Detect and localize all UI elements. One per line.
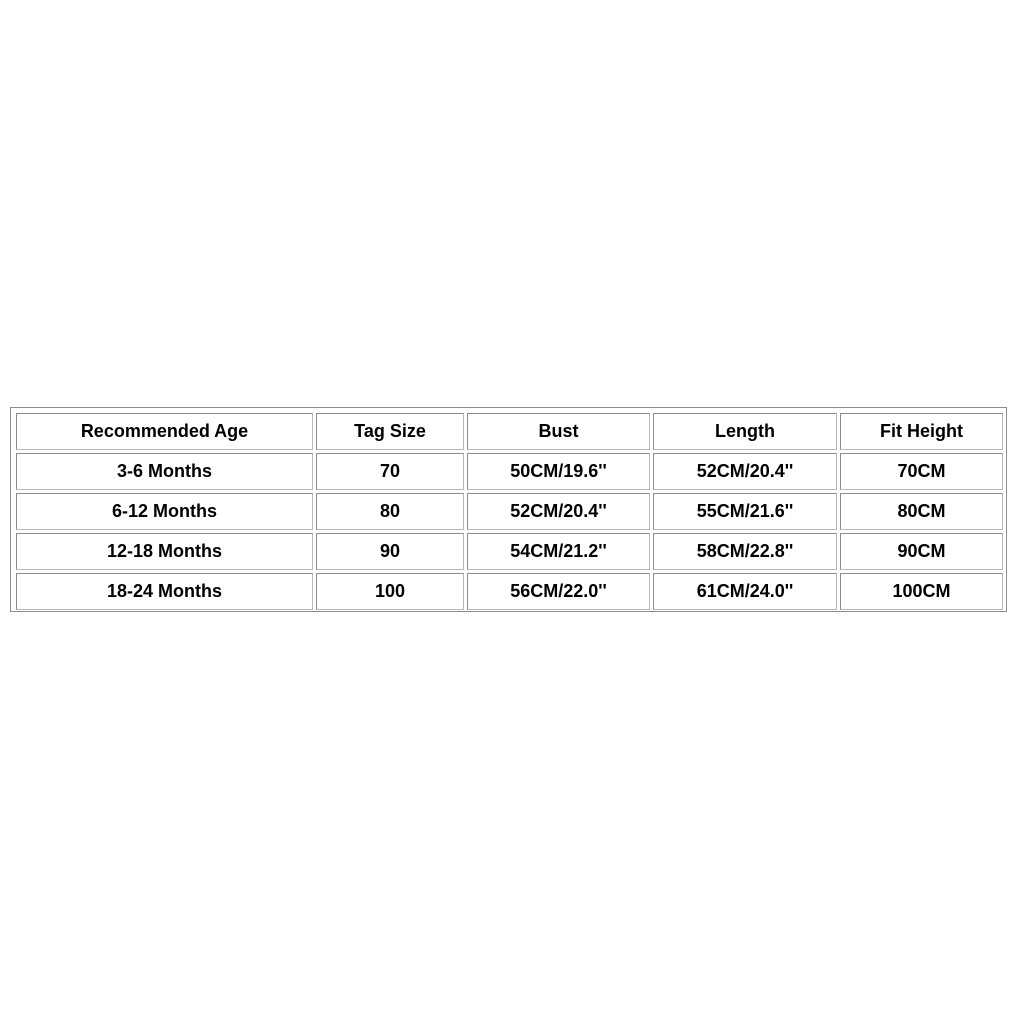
cell-tag-size: 100 xyxy=(316,573,464,610)
table-row xyxy=(16,573,1003,610)
cell-length: 58CM/22.8'' xyxy=(653,533,837,570)
cell-fit-height: 100CM xyxy=(840,573,1003,610)
header-fit-height: Fit Height xyxy=(840,413,1003,450)
cell-bust: 54CM/21.2'' xyxy=(467,533,650,570)
cell-fit-height: 90CM xyxy=(840,533,1003,570)
cell-tag-size: 70 xyxy=(316,453,464,490)
cell-fit-height: 80CM xyxy=(840,493,1003,530)
table-header-row xyxy=(16,413,1003,450)
cell-bust: 50CM/19.6'' xyxy=(467,453,650,490)
cell-recommended-age: 18-24 Months xyxy=(16,573,313,610)
cell-length: 52CM/20.4'' xyxy=(653,453,837,490)
cell-recommended-age: 12-18 Months xyxy=(16,533,313,570)
header-recommended-age: Recommended Age xyxy=(16,413,313,450)
table-row xyxy=(16,493,1003,530)
cell-tag-size: 90 xyxy=(316,533,464,570)
cell-bust: 56CM/22.0'' xyxy=(467,573,650,610)
table-row xyxy=(16,453,1003,490)
cell-tag-size: 80 xyxy=(316,493,464,530)
size-chart-table xyxy=(13,410,1006,613)
cell-recommended-age: 3-6 Months xyxy=(16,453,313,490)
cell-length: 55CM/21.6'' xyxy=(653,493,837,530)
table-row xyxy=(16,533,1003,570)
cell-length: 61CM/24.0'' xyxy=(653,573,837,610)
cell-bust: 52CM/20.4'' xyxy=(467,493,650,530)
header-bust: Bust xyxy=(467,413,650,450)
cell-recommended-age: 6-12 Months xyxy=(16,493,313,530)
header-tag-size: Tag Size xyxy=(316,413,464,450)
cell-fit-height: 70CM xyxy=(840,453,1003,490)
size-chart xyxy=(10,407,1007,612)
header-length: Length xyxy=(653,413,837,450)
